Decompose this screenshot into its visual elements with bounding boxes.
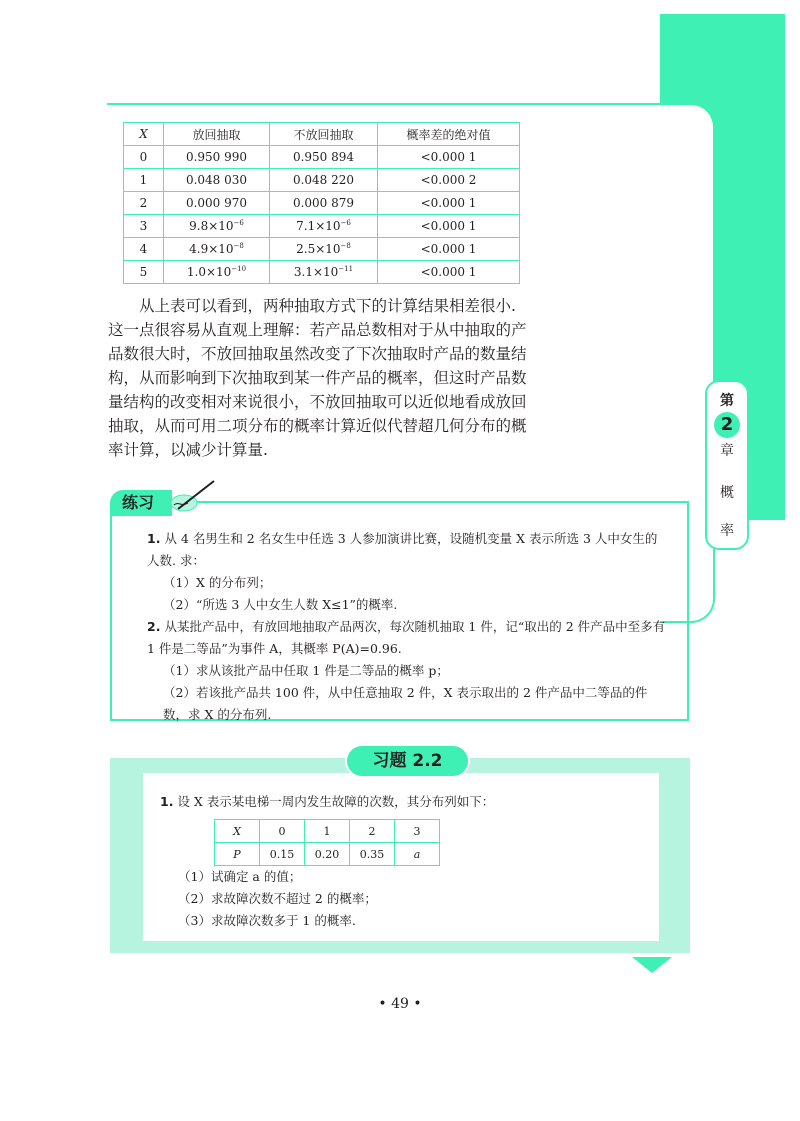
practice-q1-part2: （2）“所选 3 人中女生人数 X≤1”的概率. (163, 597, 398, 612)
table-cell: 0.048 030 (164, 169, 270, 192)
question-text: 设 X 表示某电梯一周内发生故障的次数，其分布列如下： (177, 794, 495, 809)
exponent: −11 (338, 265, 354, 273)
practice-q1-part1: （1）X 的分布列； (163, 575, 272, 590)
table-cell (164, 238, 270, 261)
chapter-prefix: 第 (720, 393, 734, 409)
practice-q2-part2: （2）若该批产品共 100 件，从中任意抽取 2 件，X 表示取出的 2 件产品中二等品的件数，求 X 的分布列. (163, 685, 648, 722)
table-cell: 1 (124, 169, 164, 192)
table-cell: <0.000 1 (378, 261, 520, 284)
table-cell: 0.15 (260, 843, 305, 866)
table-cell: <0.000 1 (378, 238, 520, 261)
table-row (215, 820, 440, 843)
mantissa: 7.1×10 (296, 219, 341, 233)
header-rule (107, 103, 660, 105)
mantissa: 2.5×10 (296, 242, 341, 256)
table-cell (270, 238, 378, 261)
table-cell: 0.000 879 (270, 192, 378, 215)
chapter-title-1: 概 (720, 485, 734, 501)
table-cell: 2 (124, 192, 164, 215)
chapter-tab (705, 380, 749, 550)
exponent: −10 (231, 265, 247, 273)
table-cell: 0.35 (350, 843, 395, 866)
question-text: 从 4 名男生和 2 名女生中任选 3 人参加演讲比赛，设随机变量 X 表示所选 3 人中女生的人数. 求： (147, 531, 658, 568)
mantissa: 1.0×10 (186, 265, 232, 279)
practice-label: 练习 (110, 490, 172, 516)
question-number: 1. (147, 531, 161, 546)
table-cell: P (215, 843, 260, 866)
table-row (124, 215, 520, 238)
paragraph-text: 从上表可以看到，两种抽取方式下的计算结果相差很小. 这一点很容易从直观上理解：若产品总数相对于从中抽取的产品数很大时，不放回抽取虽然改变了下次抽取时产品的数量结构，从而影响到下次抽取到某一件产品的概率，但这时产品数量结构的改变相对来说很小，不放回抽取可以近似地看成放回抽取，从而可用二项分布的概率计算近似代替超几何分布的概率计算，以减少计算量. (108, 297, 527, 459)
table-cell: 3 (124, 215, 164, 238)
exercise-title: 习题 2.2 (345, 744, 470, 778)
continue-arrow-icon (632, 957, 672, 973)
table-cell: 5 (124, 261, 164, 284)
distribution-table (214, 819, 440, 866)
table-row (124, 238, 520, 261)
exercise-q1-part2: （2）求故障次数不超过 2 的概率； (178, 891, 377, 906)
table-header: 概率差的绝对值 (378, 123, 520, 146)
practice-q2-part1: （1）求从该批产品中任取 1 件是二等品的概率 p； (163, 663, 449, 678)
table-cell: 1 (305, 820, 350, 843)
table-cell (270, 261, 378, 284)
explanation-paragraph (108, 294, 528, 462)
comparison-table (123, 122, 520, 284)
table-cell: <0.000 1 (378, 146, 520, 169)
table-header: 放回抽取 (164, 123, 270, 146)
exponent: −8 (233, 242, 244, 250)
table-cell: 0.950 990 (164, 146, 270, 169)
table-cell: 2 (350, 820, 395, 843)
chapter-title-2: 率 (720, 523, 734, 539)
exponent: −6 (233, 219, 244, 227)
table-cell: 4 (124, 238, 164, 261)
table-header: X (124, 123, 164, 146)
table-row (124, 169, 520, 192)
table-cell (164, 261, 270, 284)
table-cell: 0.950 894 (270, 146, 378, 169)
table-cell: <0.000 1 (378, 215, 520, 238)
table-cell: <0.000 2 (378, 169, 520, 192)
exponent: −6 (340, 219, 351, 227)
question-number: 1. (160, 794, 174, 809)
table-cell: <0.000 1 (378, 192, 520, 215)
question-text: 从某批产品中，有放回地抽取产品两次，每次随机抽取 1 件，记“取出的 2 件产品中至多有 1 件是二等品”为事件 A，其概率 P(A)=0.96. (147, 619, 666, 656)
mantissa: 4.9×10 (189, 242, 234, 256)
chapter-number: 2 (714, 412, 740, 438)
table-cell: X (215, 820, 260, 843)
table-cell: 0.000 970 (164, 192, 270, 215)
table-cell: 0 (124, 146, 164, 169)
table-row (215, 843, 440, 866)
table-row (124, 146, 520, 169)
mantissa: 9.8×10 (189, 219, 234, 233)
table-cell: 0.20 (305, 843, 350, 866)
table-cell: 0 (260, 820, 305, 843)
chapter-suffix: 章 (720, 443, 734, 459)
page-number: • 49 • (378, 996, 422, 1012)
table-cell: 3 (395, 820, 440, 843)
table-cell (270, 215, 378, 238)
exponent: −8 (340, 242, 351, 250)
table-header-row (124, 123, 520, 146)
table-cell: 0.048 220 (270, 169, 378, 192)
table-cell (164, 215, 270, 238)
pen-icon (168, 477, 218, 517)
table-row (124, 192, 520, 215)
question-number: 2. (147, 619, 161, 634)
practice-q2 (147, 616, 667, 660)
table-header: 不放回抽取 (270, 123, 378, 146)
practice-q1 (147, 528, 667, 572)
mantissa: 3.1×10 (293, 265, 339, 279)
exercise-q1-part1: （1）试确定 a 的值； (178, 869, 302, 884)
table-row (124, 261, 520, 284)
exercise-q1 (160, 791, 494, 813)
exercise-q1-part3: （3）求故障次数多于 1 的概率. (178, 913, 356, 928)
table-cell: a (395, 843, 440, 866)
